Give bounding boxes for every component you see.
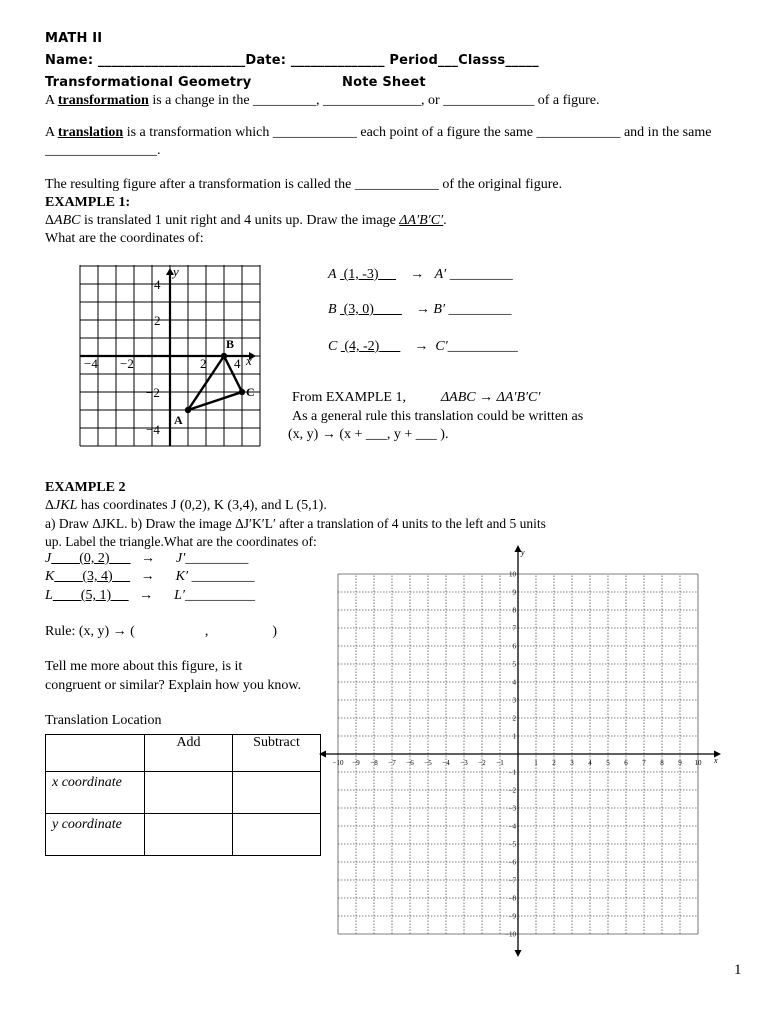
y-tick-label: −9 xyxy=(508,912,516,921)
x-tick-label: −2 xyxy=(478,759,486,767)
general-rule-text: As a general rule this translation could be written as xyxy=(292,409,584,424)
translation-definition-line2: ________________. xyxy=(45,143,161,158)
course-title: MATH II xyxy=(45,31,103,46)
vertex-point-c xyxy=(239,389,245,395)
y-tick-label: 9 xyxy=(512,588,516,597)
name-date-line: Name: ______________________Date: ______________ Period___Classs_____ xyxy=(45,53,539,68)
doc-subtitle: Note Sheet xyxy=(342,75,426,90)
tick-label: −2 xyxy=(146,385,160,400)
y-tick-label: 8 xyxy=(512,606,516,615)
y-tick-label: −10 xyxy=(505,930,516,939)
y-axis-label: y xyxy=(173,264,179,279)
vertex-label-c: C xyxy=(246,385,255,399)
example2-heading: EXAMPLE 2 xyxy=(45,480,126,495)
x-tick-label: −4 xyxy=(442,759,450,767)
y-tick-label: −1 xyxy=(508,768,516,777)
example1-heading: EXAMPLE 1: xyxy=(45,195,131,210)
y-tick-label: 5 xyxy=(512,660,516,669)
y-tick-label: −4 xyxy=(508,822,516,831)
y-tick-label: −7 xyxy=(508,876,516,885)
y-tick-label: 7 xyxy=(512,624,516,633)
tick-label: −4 xyxy=(146,422,160,437)
x-tick-label: 8 xyxy=(660,759,664,767)
x-tick-label: −7 xyxy=(388,759,396,767)
example1-question: What are the coordinates of: xyxy=(45,231,204,246)
rule-line: Rule: (x, y) → ( , ) xyxy=(45,624,277,639)
tick-label: 2 xyxy=(154,313,161,328)
example2-instructions: a) Draw ΔJKL. b) Draw the image ΔJ′K′L′ after a translation of 4 units to the left and 5 units xyxy=(45,516,546,531)
x-tick-label: −9 xyxy=(352,759,360,767)
x-tick-label: −6 xyxy=(406,759,414,767)
transformation-definition: A transformation is a change in the _________, ______________, or _____________ of a figure. xyxy=(45,93,600,108)
y-tick-label: 3 xyxy=(512,696,516,705)
y-tick-label: −8 xyxy=(508,894,516,903)
table-header-cell xyxy=(46,735,145,772)
tick-label: −2 xyxy=(120,356,134,371)
question-line2: congruent or similar? Explain how you know. xyxy=(45,678,302,693)
vertex-point-b xyxy=(221,353,227,359)
axes xyxy=(319,545,721,957)
ex1-coord-a: A (1, -3) → A′ _________ xyxy=(328,267,513,282)
table-row xyxy=(46,772,321,814)
x-tick-label: 10 xyxy=(694,759,702,767)
x-tick-label: 1 xyxy=(534,759,538,767)
x-tick-label: 6 xyxy=(624,759,628,767)
ex2-coord-k: K (3, 4) → K′ _________ xyxy=(45,569,255,584)
example2-coordinate-grid xyxy=(318,544,724,958)
x-tick-label: −10 xyxy=(332,759,344,767)
table-title: Translation Location xyxy=(45,713,162,728)
table-row-label: x coordinate xyxy=(46,772,145,814)
x-tick-label: 7 xyxy=(642,759,646,767)
y-tick-label: −6 xyxy=(508,858,516,867)
vertex-label-b: B xyxy=(226,337,235,351)
table-cell[interactable] xyxy=(233,772,321,814)
example2-statement: ΔJKL has coordinates J (0,2), K (3,4), and L (5,1). xyxy=(45,498,327,513)
x-tick-label: 2 xyxy=(552,759,556,767)
y-tick-label: 10 xyxy=(509,570,516,579)
example2-instructions-2: up. Label the triangle.What are the coordinates of: xyxy=(45,534,317,549)
example1-graph xyxy=(78,264,266,449)
table-cell[interactable] xyxy=(145,814,233,856)
tick-label: 2 xyxy=(200,356,207,371)
tick-label: 4 xyxy=(154,277,161,292)
y-axis-arrow-down xyxy=(515,950,522,957)
tick-label: −4 xyxy=(84,356,98,371)
example1-statement: ΔABC is translated 1 unit right and 4 units up. Draw the image ΔA′B′C′. xyxy=(45,213,447,228)
tick-label: 4 xyxy=(234,356,241,371)
x-axis-arrow-left xyxy=(319,751,326,758)
y-tick-label: −2 xyxy=(508,786,516,795)
question-line1: Tell me more about this figure, is it xyxy=(45,659,243,674)
y-tick-label: 6 xyxy=(512,642,516,651)
translation-definition: A translation is a transformation which ____________ each point of a figure the same ____________ and in the same xyxy=(45,125,712,140)
table-row-label: y coordinate xyxy=(46,814,145,856)
table-header-subtract: Subtract xyxy=(233,735,321,772)
ex2-coord-l: L (5, 1) → L′__________ xyxy=(45,588,255,603)
table-row xyxy=(46,735,321,772)
x-tick-label: −3 xyxy=(460,759,468,767)
y-tick-label: −5 xyxy=(508,840,516,849)
table-row xyxy=(46,814,321,856)
y-tick-label: 1 xyxy=(512,732,516,741)
x-tick-label: 3 xyxy=(570,759,574,767)
x-tick-label: 9 xyxy=(678,759,682,767)
table-cell[interactable] xyxy=(145,772,233,814)
x-axis-label: x xyxy=(714,756,718,765)
rule-formula: (x, y) → (x + ___, y + ___ ). xyxy=(288,427,449,442)
axes xyxy=(80,272,254,446)
y-tick-label: −3 xyxy=(508,804,516,813)
x-tick-label: −5 xyxy=(424,759,432,767)
x-tick-label: 5 xyxy=(606,759,610,767)
ex1-coord-b: B (3, 0) → B′ _________ xyxy=(328,302,512,317)
from-example1: From EXAMPLE 1, ΔABC → ΔA′B′C′ xyxy=(292,390,541,405)
page-number: 1 xyxy=(734,962,742,978)
image-definition: The resulting figure after a transformation is called the ____________ of the original figure. xyxy=(45,177,563,192)
vertex-point-a xyxy=(185,407,191,413)
x-tick-label: 4 xyxy=(588,759,592,767)
y-axis-label: y xyxy=(521,548,525,557)
y-tick-label: 2 xyxy=(512,714,516,723)
doc-title: Transformational Geometry xyxy=(45,75,252,90)
ex2-coord-j: J (0, 2) → J′_________ xyxy=(45,551,249,566)
table-cell[interactable] xyxy=(233,814,321,856)
y-tick-label: 4 xyxy=(512,678,516,687)
x-tick-label: −8 xyxy=(370,759,378,767)
x-axis-label: x xyxy=(246,353,252,368)
x-tick-label: −1 xyxy=(496,759,504,767)
table-header-add: Add xyxy=(145,735,233,772)
vertex-label-a: A xyxy=(174,413,183,427)
ex1-coord-c: C (4, -2) → C′__________ xyxy=(328,339,518,354)
translation-location-table xyxy=(45,734,321,856)
